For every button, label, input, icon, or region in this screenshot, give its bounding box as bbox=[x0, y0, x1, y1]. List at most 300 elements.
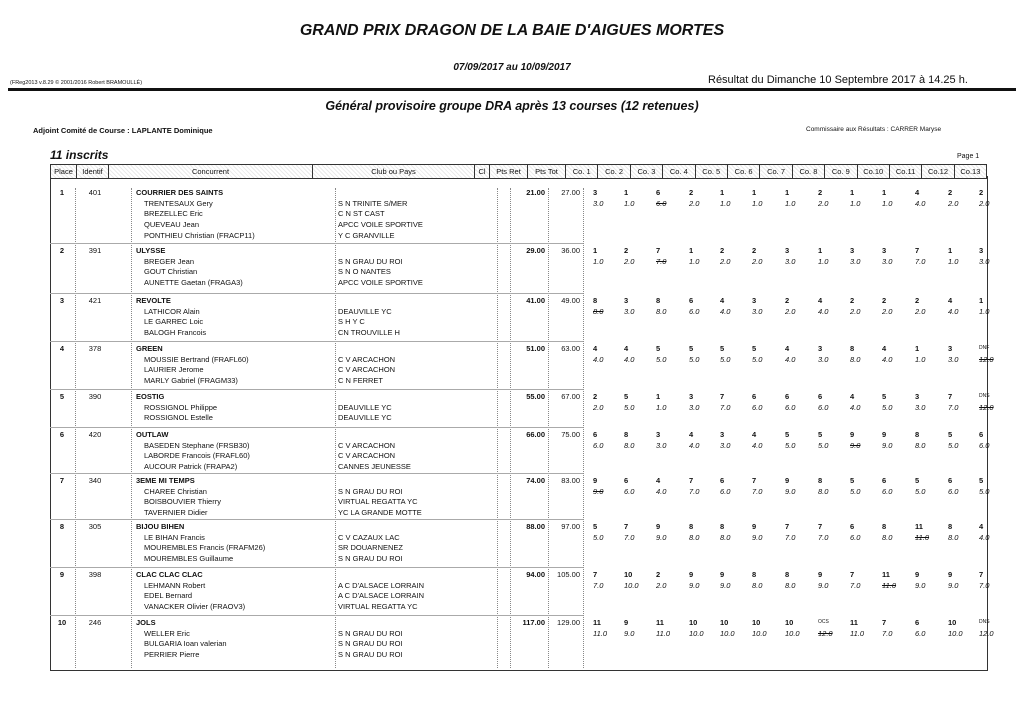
crew-member: AUCOUR Patrick (FRAPA2) bbox=[144, 462, 238, 472]
race-place: 7 bbox=[948, 392, 953, 401]
column-header: Co. 9 bbox=[825, 165, 857, 179]
column-header: Co.13 bbox=[954, 165, 986, 179]
race-points: 2.0 bbox=[915, 306, 926, 316]
race-points: 4.0 bbox=[785, 354, 796, 364]
race-place: OCS bbox=[818, 619, 829, 625]
place-cell: 7 bbox=[59, 476, 65, 485]
race-place: 8 bbox=[785, 570, 790, 579]
club-name: S N GRAU DU ROI bbox=[338, 639, 403, 649]
points-total: 67.00 bbox=[561, 392, 580, 401]
sail-number-cell: 398 bbox=[88, 570, 102, 579]
crew-member: GOUT Christian bbox=[144, 267, 198, 277]
race-place: 7 bbox=[752, 476, 757, 485]
race-place: 8 bbox=[850, 344, 855, 353]
race-place: 2 bbox=[882, 296, 887, 305]
place-cell: 8 bbox=[59, 522, 65, 531]
race-points: 4.0 bbox=[915, 198, 926, 208]
points-total: 49.00 bbox=[561, 296, 580, 305]
race-points: 1.0 bbox=[948, 256, 959, 266]
column-header: Co. 6 bbox=[727, 165, 759, 179]
race-points: 1.0 bbox=[593, 256, 604, 266]
race-place: 4 bbox=[882, 344, 887, 353]
points-total: 75.00 bbox=[561, 430, 580, 439]
points-retained: 21.00 bbox=[526, 188, 545, 197]
race-points: 10.0 bbox=[752, 628, 767, 638]
race-place: 3 bbox=[656, 430, 661, 439]
race-points: 1.0 bbox=[752, 198, 763, 208]
race-place: 5 bbox=[882, 392, 887, 401]
race-place: 7 bbox=[850, 570, 855, 579]
race-points: 9.0 bbox=[915, 580, 926, 590]
race-place: 7 bbox=[656, 246, 661, 255]
race-points: 3.0 bbox=[720, 440, 731, 450]
race-place: 6 bbox=[979, 430, 984, 439]
race-points: 7.0 bbox=[593, 580, 604, 590]
race-points: 10.0 bbox=[948, 628, 963, 638]
race-points: 4.0 bbox=[882, 354, 893, 364]
points-total: 27.00 bbox=[561, 188, 580, 197]
race-points: 6.0 bbox=[850, 532, 861, 542]
points-retained: 66.00 bbox=[526, 430, 545, 439]
race-points: 4.0 bbox=[689, 440, 700, 450]
race-place: 3 bbox=[720, 430, 725, 439]
boat-name: JOLS bbox=[136, 618, 156, 627]
race-place: 5 bbox=[818, 430, 823, 439]
race-points: 4.0 bbox=[979, 532, 990, 542]
race-place: 9 bbox=[624, 618, 629, 627]
race-place: 6 bbox=[593, 430, 598, 439]
race-points: 3.0 bbox=[850, 256, 861, 266]
club-name: C V ARCACHON bbox=[338, 451, 396, 461]
race-points: 3.0 bbox=[689, 402, 700, 412]
race-points: 7.0 bbox=[785, 532, 796, 542]
crew-member: LE GARREC Loic bbox=[144, 317, 204, 327]
row-divider bbox=[50, 567, 583, 568]
race-place: 10 bbox=[752, 618, 761, 627]
race-place: 8 bbox=[656, 296, 661, 305]
place-cell: 6 bbox=[59, 430, 65, 439]
race-points: 4.0 bbox=[752, 440, 763, 450]
race-points: 9.0 bbox=[882, 440, 893, 450]
race-place: 8 bbox=[624, 430, 629, 439]
race-place: 9 bbox=[785, 476, 790, 485]
race-place: 6 bbox=[948, 476, 953, 485]
place-cell: 3 bbox=[59, 296, 65, 305]
row-divider bbox=[50, 427, 583, 428]
race-place: 7 bbox=[979, 570, 984, 579]
race-place: 7 bbox=[689, 476, 694, 485]
race-points: 4.0 bbox=[624, 354, 635, 364]
race-points: 1.0 bbox=[656, 402, 667, 412]
race-points: 2.0 bbox=[752, 256, 763, 266]
race-place: 8 bbox=[915, 430, 920, 439]
race-place: 11 bbox=[593, 618, 601, 627]
column-separator bbox=[548, 188, 549, 668]
crew-member: BOISBOUVIER Thierry bbox=[144, 497, 221, 507]
race-place: 5 bbox=[752, 344, 757, 353]
race-place: 3 bbox=[979, 246, 984, 255]
race-place: 11 bbox=[656, 618, 664, 627]
club-name: VIRTUAL REGATTA YC bbox=[338, 497, 418, 507]
race-points: 1.0 bbox=[624, 198, 635, 208]
crew-member: WELLER Eric bbox=[144, 628, 190, 638]
race-place: 10 bbox=[624, 570, 633, 579]
boat-name: GREEN bbox=[136, 344, 163, 353]
race-points: 6.0 bbox=[720, 486, 731, 496]
race-points: 8.0 bbox=[720, 532, 731, 542]
race-place: 7 bbox=[720, 392, 725, 401]
entries-count: 11 inscrits bbox=[50, 148, 109, 162]
race-place: 3 bbox=[752, 296, 757, 305]
result-timestamp: Résultat du Dimanche 10 Septembre 2017 à 14.25 h. bbox=[708, 74, 968, 86]
race-place: 2 bbox=[979, 188, 984, 197]
race-points: 5.0 bbox=[818, 440, 829, 450]
race-place: 10 bbox=[785, 618, 794, 627]
race-points: 3.0 bbox=[656, 440, 667, 450]
race-points: 6.0 bbox=[979, 440, 990, 450]
points-retained: 29.00 bbox=[526, 246, 545, 255]
club-name: APCC VOILE SPORTIVE bbox=[338, 278, 423, 288]
place-cell: 4 bbox=[59, 344, 65, 353]
race-place: 5 bbox=[979, 476, 984, 485]
points-retained: 41.00 bbox=[526, 296, 545, 305]
race-points: 8.0 bbox=[752, 580, 763, 590]
race-points: 2.0 bbox=[850, 306, 861, 316]
race-place: 1 bbox=[915, 344, 920, 353]
race-place: 1 bbox=[720, 188, 725, 197]
page-number: Page 1 bbox=[957, 153, 980, 160]
race-points: 2.0 bbox=[785, 306, 796, 316]
place-cell: 1 bbox=[59, 188, 65, 197]
race-points: 9.0 bbox=[948, 580, 959, 590]
race-points: 8.0 bbox=[948, 532, 959, 542]
race-points: 3.0 bbox=[752, 306, 763, 316]
club-name: VIRTUAL REGATTA YC bbox=[338, 602, 418, 612]
race-place: 3 bbox=[593, 188, 598, 197]
race-points: 1.0 bbox=[689, 256, 700, 266]
points-total: 63.00 bbox=[561, 344, 580, 353]
column-header: Co. 5 bbox=[695, 165, 727, 179]
race-place: 7 bbox=[915, 246, 920, 255]
race-place: 2 bbox=[818, 188, 823, 197]
race-points: 6.0 bbox=[593, 440, 604, 450]
race-points: 2.0 bbox=[948, 198, 959, 208]
race-place: 6 bbox=[624, 476, 629, 485]
club-name: CANNES JEUNESSE bbox=[338, 462, 411, 472]
race-points: 6.0 bbox=[624, 486, 635, 496]
crew-member: ROSSIGNOL Philippe bbox=[144, 402, 218, 412]
race-points: 6.0 bbox=[818, 402, 829, 412]
crew-member: TAVERNIER Didier bbox=[144, 508, 208, 518]
race-points: 2.0 bbox=[624, 256, 635, 266]
crew-member: QUEVEAU Jean bbox=[144, 220, 200, 230]
club-name: S N TRINITE S/MER bbox=[338, 198, 408, 208]
race-place: 9 bbox=[752, 522, 757, 531]
crew-member: BULGARIA Ioan valerian bbox=[144, 639, 227, 649]
crew-member: CHAREE Christian bbox=[144, 486, 207, 496]
race-points: 9.0 bbox=[785, 486, 796, 496]
row-divider bbox=[50, 615, 583, 616]
race-place: 3 bbox=[818, 344, 823, 353]
race-points: 2.0 bbox=[656, 580, 667, 590]
race-points: 5.0 bbox=[979, 486, 990, 496]
race-place: 1 bbox=[593, 246, 598, 255]
race-place: 8 bbox=[948, 522, 953, 531]
race-place: 1 bbox=[948, 246, 953, 255]
header-rule bbox=[8, 88, 1016, 91]
race-points: 1.0 bbox=[818, 256, 829, 266]
race-place: 1 bbox=[850, 188, 855, 197]
race-points: 5.0 bbox=[656, 354, 667, 364]
race-place: 1 bbox=[785, 188, 790, 197]
race-points: 7.0 bbox=[882, 628, 893, 638]
race-place: 8 bbox=[818, 476, 823, 485]
column-header: Co.12 bbox=[922, 165, 954, 179]
race-place: 2 bbox=[720, 246, 725, 255]
race-points: 7.0 bbox=[948, 402, 959, 412]
event-dates: 07/09/2017 au 10/09/2017 bbox=[453, 62, 571, 73]
race-points: 3.0 bbox=[948, 354, 959, 364]
race-points: 8.0 bbox=[785, 580, 796, 590]
race-place: 9 bbox=[656, 522, 661, 531]
race-place: 7 bbox=[818, 522, 823, 531]
race-points: 8.0 bbox=[850, 354, 861, 364]
points-retained: 51.00 bbox=[526, 344, 545, 353]
race-points: 9.0 bbox=[818, 580, 829, 590]
sail-number-cell: 246 bbox=[88, 618, 102, 627]
race-points: 1.0 bbox=[785, 198, 796, 208]
club-name: A C D'ALSACE LORRAIN bbox=[338, 591, 425, 601]
race-place: 2 bbox=[785, 296, 790, 305]
column-header: Pts Tot bbox=[528, 165, 566, 179]
race-place: 8 bbox=[593, 296, 598, 305]
club-name: DEAUVILLE YC bbox=[338, 402, 392, 412]
column-header: Co.11 bbox=[889, 165, 921, 179]
crew-member: MOUREMBLES Francis (FRAFM26) bbox=[144, 543, 266, 553]
race-points: 8.0 bbox=[818, 486, 829, 496]
column-separator bbox=[510, 188, 511, 668]
crew-member: BASEDEN Stephane (FRSB30) bbox=[144, 440, 250, 450]
sail-number-cell: 378 bbox=[88, 344, 102, 353]
race-points: 3.0 bbox=[593, 198, 604, 208]
race-points: 1.0 bbox=[850, 198, 861, 208]
race-points: 9.0 bbox=[850, 440, 861, 450]
place-cell: 10 bbox=[57, 618, 67, 627]
sail-number-cell: 401 bbox=[88, 188, 102, 197]
race-place: 3 bbox=[785, 246, 790, 255]
points-retained: 74.00 bbox=[526, 476, 545, 485]
crew-member: BREZELLEC Eric bbox=[144, 209, 203, 219]
crew-member: LE BIHAN Francis bbox=[144, 532, 205, 542]
race-points: 12.0 bbox=[979, 628, 994, 638]
boat-name: 3EME MI TEMPS bbox=[136, 476, 195, 485]
boat-name: EOSTIG bbox=[136, 392, 165, 401]
race-place: 2 bbox=[624, 246, 629, 255]
race-place: 6 bbox=[850, 522, 855, 531]
race-points: 2.0 bbox=[882, 306, 893, 316]
club-name: Y C GRANVILLE bbox=[338, 230, 395, 240]
crew-member: TRENTESAUX Gery bbox=[144, 198, 213, 208]
race-points: 5.0 bbox=[915, 486, 926, 496]
race-points: 4.0 bbox=[850, 402, 861, 412]
race-place: 3 bbox=[915, 392, 920, 401]
race-place: 3 bbox=[948, 344, 953, 353]
race-place: 6 bbox=[785, 392, 790, 401]
race-points: 10.0 bbox=[720, 628, 735, 638]
column-separator bbox=[335, 188, 336, 668]
club-name: S N GRAU DU ROI bbox=[338, 486, 403, 496]
race-points: 5.0 bbox=[720, 354, 731, 364]
points-retained: 88.00 bbox=[526, 522, 545, 531]
race-points: 5.0 bbox=[785, 440, 796, 450]
race-place: 2 bbox=[593, 392, 598, 401]
race-committee: Adjoint Comité de Course : LAPLANTE Dominique bbox=[33, 126, 213, 135]
crew-member: ROSSIGNOL Estelle bbox=[144, 413, 213, 423]
race-place: 2 bbox=[948, 188, 953, 197]
club-name: S N GRAU DU ROI bbox=[338, 256, 403, 266]
race-place: 3 bbox=[882, 246, 887, 255]
race-place: 5 bbox=[624, 392, 629, 401]
column-header: Co.10 bbox=[857, 165, 889, 179]
row-divider bbox=[50, 473, 583, 474]
boat-name: CLAC CLAC CLAC bbox=[136, 570, 203, 579]
race-place: 9 bbox=[689, 570, 694, 579]
crew-member: AUNETTE Gaetan (FRAGA3) bbox=[144, 278, 243, 288]
race-place: 8 bbox=[882, 522, 887, 531]
race-place: 11 bbox=[915, 522, 923, 531]
document-title: GRAND PRIX DRAGON DE LA BAIE D'AIGUES MORTES bbox=[299, 22, 725, 39]
column-header: Co. 2 bbox=[598, 165, 630, 179]
race-points: 4.0 bbox=[948, 306, 959, 316]
club-name: S N GRAU DU ROI bbox=[338, 650, 403, 660]
sail-number-cell: 340 bbox=[88, 476, 102, 485]
race-points: 11.0 bbox=[656, 628, 671, 638]
race-points: 3.0 bbox=[785, 256, 796, 266]
points-total: 129.00 bbox=[557, 618, 580, 627]
row-divider bbox=[50, 293, 583, 294]
race-place: 8 bbox=[720, 522, 725, 531]
race-points: 7.0 bbox=[624, 532, 635, 542]
race-place: 5 bbox=[656, 344, 661, 353]
race-place: 7 bbox=[882, 618, 887, 627]
race-place: 10 bbox=[720, 618, 729, 627]
crew-member: LEHMANN Robert bbox=[144, 580, 206, 590]
race-points: 7.0 bbox=[656, 256, 667, 266]
race-points: 3.0 bbox=[915, 402, 926, 412]
crew-member: EDEL Bernard bbox=[144, 591, 193, 601]
race-place: 6 bbox=[656, 188, 661, 197]
race-points: 8.0 bbox=[882, 532, 893, 542]
column-separator bbox=[75, 188, 76, 668]
points-retained: 117.00 bbox=[522, 618, 545, 627]
column-header: Cl bbox=[475, 165, 490, 179]
race-place: 3 bbox=[624, 296, 629, 305]
club-name: DEAUVILLE YC bbox=[338, 306, 392, 316]
race-place: 9 bbox=[720, 570, 725, 579]
club-name: C V ARCACHON bbox=[338, 354, 396, 364]
race-place: 5 bbox=[720, 344, 725, 353]
race-place: 1 bbox=[818, 246, 823, 255]
race-place: 1 bbox=[624, 188, 629, 197]
race-place: 4 bbox=[689, 430, 694, 439]
race-points: 6.0 bbox=[656, 198, 667, 208]
boat-name: ULYSSE bbox=[136, 246, 166, 255]
sail-number-cell: 421 bbox=[88, 296, 102, 305]
column-header: Co. 1 bbox=[566, 165, 598, 179]
race-place: 1 bbox=[979, 296, 984, 305]
race-points: 5.0 bbox=[882, 402, 893, 412]
club-name: APCC VOILE SPORTIVE bbox=[338, 220, 423, 230]
race-points: 6.0 bbox=[752, 402, 763, 412]
race-points: 6.0 bbox=[882, 486, 893, 496]
race-place: 9 bbox=[818, 570, 823, 579]
race-place: 11 bbox=[882, 570, 890, 579]
race-place: 6 bbox=[818, 392, 823, 401]
column-header: Pts Ret bbox=[490, 165, 528, 179]
column-header: Co. 8 bbox=[792, 165, 824, 179]
race-points: 1.0 bbox=[720, 198, 731, 208]
club-name: C V ARCACHON bbox=[338, 365, 396, 375]
race-place: 9 bbox=[915, 570, 920, 579]
sail-number-cell: 391 bbox=[88, 246, 102, 255]
race-place: 2 bbox=[850, 296, 855, 305]
place-cell: 5 bbox=[59, 392, 65, 401]
race-points: 4.0 bbox=[720, 306, 731, 316]
race-points: 6.0 bbox=[948, 486, 959, 496]
points-total: 83.00 bbox=[561, 476, 580, 485]
race-points: 7.0 bbox=[689, 486, 700, 496]
row-divider bbox=[50, 243, 583, 244]
race-points: 10.0 bbox=[689, 628, 704, 638]
race-place: 4 bbox=[979, 522, 984, 531]
race-points: 4.0 bbox=[818, 306, 829, 316]
race-place: 4 bbox=[785, 344, 790, 353]
crew-member: MOUSSIE Bertrand (FRAFL60) bbox=[144, 354, 249, 364]
results-officer: Commissaire aux Résultats : CARRER Maryse bbox=[806, 126, 942, 133]
race-points: 3.0 bbox=[624, 306, 635, 316]
race-points: 6.0 bbox=[785, 402, 796, 412]
race-place: 2 bbox=[752, 246, 757, 255]
club-name: A C D'ALSACE LORRAIN bbox=[338, 580, 425, 590]
race-points: 11.0 bbox=[593, 628, 608, 638]
column-header: Concurrent bbox=[109, 165, 313, 179]
race-points: 6.0 bbox=[689, 306, 700, 316]
race-place: 4 bbox=[948, 296, 953, 305]
race-points: 11.0 bbox=[882, 580, 897, 590]
club-name: S N O NANTES bbox=[338, 267, 391, 277]
race-points: 2.0 bbox=[720, 256, 731, 266]
race-points: 11.0 bbox=[915, 532, 930, 542]
race-points: 9.0 bbox=[720, 580, 731, 590]
race-place: 9 bbox=[850, 430, 855, 439]
race-points: 8.0 bbox=[656, 306, 667, 316]
points-retained: 94.00 bbox=[526, 570, 545, 579]
race-place: 5 bbox=[948, 430, 953, 439]
race-place: 4 bbox=[752, 430, 757, 439]
race-points: 10.0 bbox=[624, 580, 639, 590]
race-points: 7.0 bbox=[850, 580, 861, 590]
race-place: 5 bbox=[785, 430, 790, 439]
race-points: 9.0 bbox=[624, 628, 635, 638]
race-points: 2.0 bbox=[593, 402, 604, 412]
race-points: 1.0 bbox=[979, 306, 990, 316]
race-place: 4 bbox=[624, 344, 629, 353]
race-points: 3.0 bbox=[979, 256, 990, 266]
club-name: C V CAZAUX LAC bbox=[338, 532, 400, 542]
race-place: 2 bbox=[689, 188, 694, 197]
place-cell: 2 bbox=[59, 246, 65, 255]
race-points: 5.0 bbox=[752, 354, 763, 364]
